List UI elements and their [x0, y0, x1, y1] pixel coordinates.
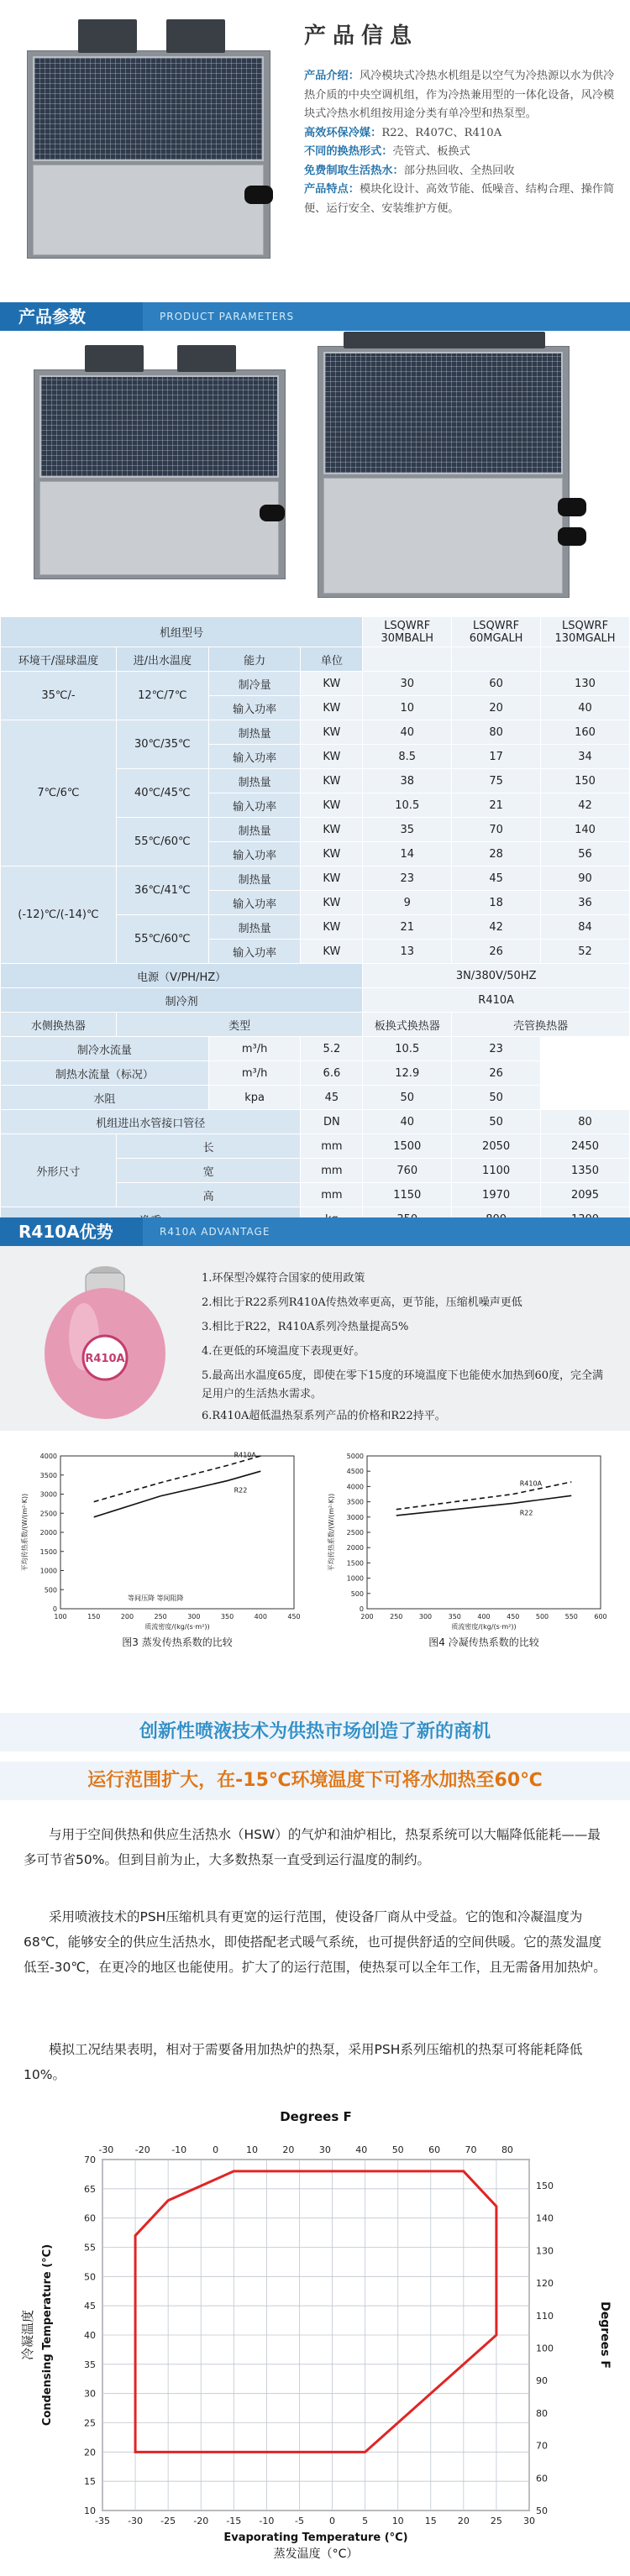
svg-text:R410A: R410A [85, 1353, 125, 1365]
value: 1970 [452, 1183, 541, 1207]
pipe-v1: 40 [363, 1110, 452, 1134]
x-axis-label: 质流密度/(kg/(s·m²)) [144, 1623, 210, 1631]
value: 1150 [363, 1183, 452, 1207]
params-table [0, 616, 630, 1256]
y-tick-label-f: 90 [536, 2375, 548, 2387]
y-right-axis-label: Degrees F [598, 2301, 612, 2369]
value: 45 [452, 867, 541, 891]
x-tick-label-f: 80 [501, 2144, 513, 2155]
y-tick-label: 2500 [346, 1529, 364, 1537]
y-tick-label-f: 110 [536, 2310, 554, 2322]
y-tick-label-c: 70 [84, 2155, 96, 2165]
unit: KW [301, 720, 363, 745]
ambient-temp: (-12)℃/(-14)℃ [1, 867, 117, 964]
ambient-temp: 7℃/6℃ [1, 720, 117, 867]
fig4-chart [323, 1444, 613, 1654]
value: 28 [452, 842, 541, 867]
value: 1500 [363, 1134, 452, 1159]
refrigerant-value: R410A [363, 988, 630, 1013]
x-tick-label-f: 30 [318, 2144, 331, 2155]
y-tick-label: 500 [350, 1589, 364, 1598]
x-tick-label-c: 5 [362, 2516, 369, 2526]
top-axis-title: Degrees F [280, 2109, 352, 2124]
x-tick-label: 250 [390, 1613, 403, 1620]
x-tick-label-c: -15 [226, 2516, 242, 2526]
series-label: R410A [519, 1479, 543, 1488]
capacity-label: 输入功率 [208, 696, 301, 720]
value: 14 [363, 842, 452, 867]
figure-caption: 图4 冷凝传热系数的比较 [428, 1636, 539, 1648]
adv-item: 3.相比于R22，R410A系列冷热量提高5% [202, 1321, 409, 1333]
dim-row-label: 宽 [116, 1159, 301, 1183]
water-temp: 36℃/41℃ [116, 867, 208, 915]
hx-row-label: 制热水流量（标况） [1, 1061, 209, 1086]
paragraph-3 [24, 2037, 612, 2087]
value: 50 [363, 1086, 452, 1110]
y-tick-label-c: 30 [84, 2388, 96, 2400]
col-header: 能力 [208, 647, 301, 672]
paragraph-2 [24, 1904, 612, 1980]
y-tick-label: 3000 [39, 1490, 57, 1499]
adv-item: 4.在更低的环境温度下表现更好。 [202, 1345, 365, 1358]
x-tick-label-c: -5 [294, 2516, 304, 2526]
unit: KW [301, 696, 363, 720]
value: 45 [301, 1086, 363, 1110]
slogan-bar-2 [0, 1762, 630, 1800]
model-label: 机组型号 [1, 617, 363, 647]
x-tick-label-f: -10 [171, 2144, 187, 2155]
model-2: LSQWRF 60MGALH [452, 617, 541, 647]
value: 2450 [541, 1134, 630, 1159]
unit: KW [301, 769, 363, 793]
x-tick-label-c: 20 [457, 2516, 470, 2526]
y-axis-label-en: Condensing Temperature (°C) [41, 2244, 54, 2427]
capacity-label: 输入功率 [208, 793, 301, 818]
pipe-v3: 80 [541, 1110, 630, 1134]
y-tick-label: 0 [359, 1605, 364, 1613]
y-tick-label-f: 80 [536, 2407, 548, 2419]
series-label: R22 [234, 1486, 248, 1495]
y-tick-label-f: 150 [536, 2180, 554, 2191]
y-tick-label-f: 130 [536, 2245, 554, 2257]
chart-note: 等间压降 等间阻降 [128, 1594, 184, 1602]
y-tick-label-c: 40 [84, 2330, 96, 2341]
model-3: LSQWRF 130MGALH [541, 617, 630, 647]
series-label: R22 [519, 1509, 533, 1517]
y-tick-label: 4500 [346, 1468, 364, 1476]
x-axis-label-en: Evaporating Temperature (°C) [223, 2531, 408, 2544]
pipe-unit: DN [301, 1110, 363, 1134]
y-tick-label-f: 60 [536, 2473, 548, 2484]
unit-image-right [318, 346, 570, 598]
value: 9 [363, 891, 452, 915]
adv-panel [0, 1246, 630, 1431]
x-tick-label-f: 50 [391, 2144, 404, 2155]
product-info [304, 67, 623, 218]
power-label: 电源（V/PH/HZ） [1, 964, 363, 988]
value: 10 [363, 696, 452, 720]
y-tick-label-c: 35 [84, 2359, 96, 2370]
x-tick-label-c: 15 [424, 2516, 437, 2526]
value: 13 [363, 940, 452, 964]
x-axis-label: 质流密度/(kg/(s·m²)) [451, 1623, 517, 1631]
x-tick-label: 200 [120, 1613, 134, 1620]
value: 1350 [541, 1159, 630, 1183]
y-tick-label: 1000 [346, 1574, 364, 1583]
unit: KW [301, 891, 363, 915]
x-tick-label: 350 [220, 1613, 234, 1620]
adv-header-cn: R410A优势 [0, 1217, 143, 1246]
y-tick-label-c: 10 [84, 2505, 96, 2516]
value: 21 [452, 793, 541, 818]
x-tick-label: 200 [360, 1613, 374, 1620]
pipe-label: 机组进出水管接口管径 [1, 1110, 301, 1134]
ambient-temp: 35℃/- [1, 672, 117, 720]
x-tick-label: 500 [535, 1613, 549, 1620]
unit: kpa [208, 1086, 301, 1110]
x-tick-label: 150 [87, 1613, 101, 1620]
y-tick-label-f: 100 [536, 2343, 554, 2354]
y-tick-label-c: 60 [84, 2212, 96, 2224]
water-temp: 55℃/60℃ [116, 915, 208, 964]
value: 140 [541, 818, 630, 842]
slogan-bar-1 [0, 1713, 630, 1751]
adv-item: 1.环保型冷媒符合国家的使用政策 [202, 1272, 365, 1285]
y-tick-label: 1500 [39, 1547, 57, 1556]
capacity-label: 输入功率 [208, 842, 301, 867]
value: 2050 [452, 1134, 541, 1159]
x-tick-label: 350 [448, 1613, 461, 1620]
water-temp: 30℃/35℃ [116, 720, 208, 769]
unit-image-left [34, 369, 286, 579]
refrigerant-tank-image [34, 1261, 176, 1421]
value: 8.5 [363, 745, 452, 769]
y-tick-label-f: 50 [536, 2505, 548, 2516]
x-tick-label: 300 [187, 1613, 201, 1620]
value: 2095 [541, 1183, 630, 1207]
unit: mm [301, 1134, 363, 1159]
value: 40 [541, 696, 630, 720]
y-tick-label-c: 20 [84, 2447, 96, 2458]
perf-rows [1, 672, 630, 964]
y-tick-label-c: 65 [84, 2183, 96, 2195]
unit: KW [301, 745, 363, 769]
hx-row-label: 制冷水流量 [1, 1037, 209, 1061]
value: 70 [452, 818, 541, 842]
info-text: 部分热回收、全热回收 [403, 164, 515, 177]
y-tick-label: 3500 [39, 1471, 57, 1479]
x-tick-label-f: -30 [98, 2144, 114, 2155]
value: 6.6 [301, 1061, 363, 1086]
x-tick-label: 300 [418, 1613, 433, 1620]
x-tick-label: 100 [54, 1613, 67, 1620]
y-tick-label: 2000 [346, 1544, 364, 1552]
y-tick-label: 2000 [39, 1529, 57, 1537]
value: 52 [541, 940, 630, 964]
paragraph-1 [24, 1822, 612, 1872]
x-tick-label-c: -35 [95, 2516, 110, 2526]
hx-rows [1, 1037, 630, 1110]
value: 17 [452, 745, 541, 769]
x-tick-label: 450 [287, 1613, 301, 1620]
x-tick-label: 250 [154, 1613, 167, 1620]
capacity-label: 制热量 [208, 867, 301, 891]
x-tick-label: 600 [594, 1613, 607, 1620]
adv-item: 2.相比于R22系列R410A传热效率更高，更节能，压缩机噪声更低 [202, 1296, 522, 1309]
capacity-label: 制热量 [208, 818, 301, 842]
info-text: 模块化设计、高效节能、低噪音、结构合理、操作简便、运行安全、安装维护方便。 [304, 183, 615, 215]
value: 40 [363, 720, 452, 745]
x-tick-label-f: 70 [465, 2144, 477, 2155]
paragraph-text: 与用于空间供热和供应生活热水（HSW）的气炉和油炉相比，热泵系统可以大幅降低能耗——最多可节省50%。但到目前为止，大多数热泵一直受到运行温度的制约。 [24, 1827, 601, 1867]
unit: KW [301, 793, 363, 818]
x-tick-label-c: -20 [193, 2516, 209, 2526]
y-tick-label: 1000 [39, 1567, 57, 1575]
x-tick-label-c: 30 [523, 2516, 535, 2526]
unit: mm [301, 1159, 363, 1183]
y-tick-label-f: 140 [536, 2212, 554, 2224]
y-tick-label: 3000 [346, 1513, 364, 1521]
y-tick-label-c: 45 [84, 2301, 96, 2312]
value: 42 [541, 793, 630, 818]
info-key: 产品介绍： [304, 70, 360, 82]
value: 26 [452, 940, 541, 964]
pipe-v2: 50 [452, 1110, 541, 1134]
unit: m³/h [208, 1061, 301, 1086]
info-key: 免费制取生活热水： [304, 164, 404, 177]
y-tick-label: 3500 [346, 1498, 364, 1506]
y-tick-label-f: 120 [536, 2278, 554, 2290]
value: 26 [452, 1061, 541, 1086]
x-axis-label-cn: 蒸发温度（°C） [273, 2547, 359, 2561]
value: 23 [452, 1037, 541, 1061]
value: 23 [363, 867, 452, 891]
dim-row-label: 高 [116, 1183, 301, 1207]
capacity-label: 输入功率 [208, 745, 301, 769]
x-tick-label-c: 10 [391, 2516, 404, 2526]
x-tick-label-f: 0 [213, 2144, 219, 2155]
x-tick-label-f: 20 [282, 2144, 295, 2155]
value: 130 [541, 672, 630, 696]
hx-type-2: 壳管换热器 [452, 1013, 630, 1037]
value: 10.5 [363, 793, 452, 818]
water-temp: 12℃/7℃ [116, 672, 208, 720]
unit-image-top [27, 50, 270, 259]
x-tick-label-c: -10 [259, 2516, 275, 2526]
value: 75 [452, 769, 541, 793]
value: 10.5 [363, 1037, 452, 1061]
params-header [0, 302, 630, 331]
y-tick-label: 1500 [346, 1559, 364, 1568]
water-temp: 40℃/45℃ [116, 769, 208, 818]
x-tick-label: 400 [477, 1613, 491, 1620]
y-tick-label-c: 15 [84, 2476, 96, 2488]
slogan-2: 运行范围扩大，在-15℃环境温度下可将水加热至60℃ [87, 1770, 543, 1791]
capacity-label: 制热量 [208, 720, 301, 745]
y-tick-label: 0 [52, 1605, 57, 1613]
value: 34 [541, 745, 630, 769]
info-text: R22、R407C、R410A [381, 126, 502, 139]
y-axis-label-cn: 冷凝温度 [20, 2309, 35, 2361]
x-tick-label-f: -20 [134, 2144, 150, 2155]
value: 18 [452, 891, 541, 915]
water-temp: 55℃/60℃ [116, 818, 208, 867]
unit: KW [301, 915, 363, 940]
x-tick-label: 450 [507, 1613, 520, 1620]
value: 30 [363, 672, 452, 696]
fig3-chart [17, 1444, 307, 1654]
series-line-r410a [396, 1479, 572, 1510]
page-title: 产品信息 [304, 24, 419, 49]
value: 35 [363, 818, 452, 842]
x-tick-label-c: -30 [128, 2516, 144, 2526]
hx-row-label: 水阻 [1, 1086, 209, 1110]
dim-row-label: 长 [116, 1134, 301, 1159]
value: 56 [541, 842, 630, 867]
value: 20 [452, 696, 541, 720]
x-tick-label-c: 25 [490, 2516, 502, 2526]
x-tick-label-c: -25 [160, 2516, 176, 2526]
col-header: 单位 [301, 647, 363, 672]
paragraph-text: 模拟工况结果表明，相对于需要备用加热炉的热泵，采用PSH系列压缩机的热泵可将能耗降低10%。 [24, 2042, 583, 2082]
refrigerant-label: 制冷剂 [1, 988, 363, 1013]
params-header-en: PRODUCT PARAMETERS [160, 311, 295, 322]
value: 80 [452, 720, 541, 745]
dim-rows [1, 1134, 630, 1207]
model-1: LSQWRF 30MBALH [363, 617, 452, 647]
value: 60 [452, 672, 541, 696]
x-tick-label-f: 60 [428, 2144, 441, 2155]
x-tick-label-c: 0 [329, 2516, 336, 2526]
y-axis-label: 平均传热系数/(W/(m²·K)) [21, 1493, 29, 1572]
adv-header-en: R410A ADVANTAGE [160, 1226, 270, 1238]
value: 150 [541, 769, 630, 793]
value: 38 [363, 769, 452, 793]
info-text: 壳管式、板换式 [392, 145, 470, 158]
params-header-cn: 产品参数 [0, 302, 143, 331]
power-value: 3N/380V/50HZ [363, 964, 630, 988]
capacity-label: 输入功率 [208, 940, 301, 964]
hx-label: 水侧换热器 [1, 1013, 117, 1037]
dim-label: 外形尺寸 [1, 1134, 117, 1207]
col-header: 环境干/湿球温度 [1, 647, 117, 672]
y-tick-label: 4000 [39, 1453, 57, 1460]
value: 1100 [452, 1159, 541, 1183]
capacity-label: 制热量 [208, 769, 301, 793]
y-tick-label-c: 25 [84, 2417, 96, 2429]
capacity-label: 制冷量 [208, 672, 301, 696]
value: 12.9 [363, 1061, 452, 1086]
value: 36 [541, 891, 630, 915]
capacity-label: 输入功率 [208, 891, 301, 915]
x-tick-label: 550 [564, 1613, 578, 1620]
adv-item: 6.R410A超低温热泵系列产品的价格和R22持平。 [202, 1410, 446, 1422]
slogan-1: 创新性喷液技术为供热市场创造了新的商机 [139, 1721, 491, 1742]
unit: KW [301, 842, 363, 867]
unit: m³/h [208, 1037, 301, 1061]
unit: KW [301, 818, 363, 842]
y-tick-label-f: 70 [536, 2440, 548, 2452]
y-tick-label: 5000 [346, 1453, 364, 1460]
info-text: 风冷模块式冷热水机组是以空气为冷热源以水为供冷热介质的中央空调机组，作为冷热兼用型的一体化设备，风冷模块式冷热水机组按用途分类有单冷型和热泵型。 [304, 70, 615, 120]
y-tick-label: 4000 [346, 1483, 364, 1491]
info-key: 不同的换热形式： [304, 145, 393, 158]
value: 21 [363, 915, 452, 940]
series-label: R410A [234, 1451, 256, 1459]
y-tick-label: 2500 [39, 1510, 57, 1518]
hx-type-label: 类型 [116, 1013, 362, 1037]
adv-list [202, 1266, 613, 1428]
adv-item: 5.最高出水温度65度，即使在零下15度的环境温度下也能使水加热到60度，完全满足用户的生活热水需求。 [202, 1369, 604, 1401]
value: 5.2 [301, 1037, 363, 1061]
adv-header [0, 1217, 630, 1246]
plot-frame [367, 1456, 601, 1609]
unit: mm [301, 1183, 363, 1207]
value: 50 [452, 1086, 541, 1110]
value: 760 [363, 1159, 452, 1183]
unit: KW [301, 867, 363, 891]
value: 160 [541, 720, 630, 745]
y-tick-label-c: 55 [84, 2242, 96, 2254]
info-key: 产品特点： [304, 183, 360, 196]
col-header: 进/出水温度 [116, 647, 208, 672]
x-tick-label: 400 [254, 1613, 267, 1620]
unit: KW [301, 940, 363, 964]
envelope-chart [0, 2099, 630, 2569]
paragraph-text: 采用喷液技术的PSH压缩机具有更宽的运行范围，使设备厂商从中受益。它的饱和冷凝温度为68℃，能够安全的供应生活热水，即使搭配老式暖气系统，也可提供舒适的空间供暖。它的蒸发温度低至-30℃，在更冷的地区也能使用。扩大了的运行范围，使热泵可以全年工作，且无需备用加热炉。 [24, 1909, 606, 1975]
x-tick-label-f: 10 [246, 2144, 259, 2155]
value: 90 [541, 867, 630, 891]
unit: KW [301, 672, 363, 696]
info-key: 高效环保冷媒： [304, 126, 382, 139]
value: 42 [452, 915, 541, 940]
value: 84 [541, 915, 630, 940]
y-tick-label: 500 [44, 1586, 57, 1594]
figure-caption: 图3 蒸发传热系数的比较 [122, 1636, 233, 1648]
capacity-label: 制热量 [208, 915, 301, 940]
y-axis-label: 平均传热系数/(W/(m²·K)) [328, 1493, 335, 1572]
hx-type-1: 板换式换热器 [363, 1013, 452, 1037]
x-tick-label-f: 40 [355, 2144, 368, 2155]
y-tick-label-c: 50 [84, 2271, 96, 2283]
